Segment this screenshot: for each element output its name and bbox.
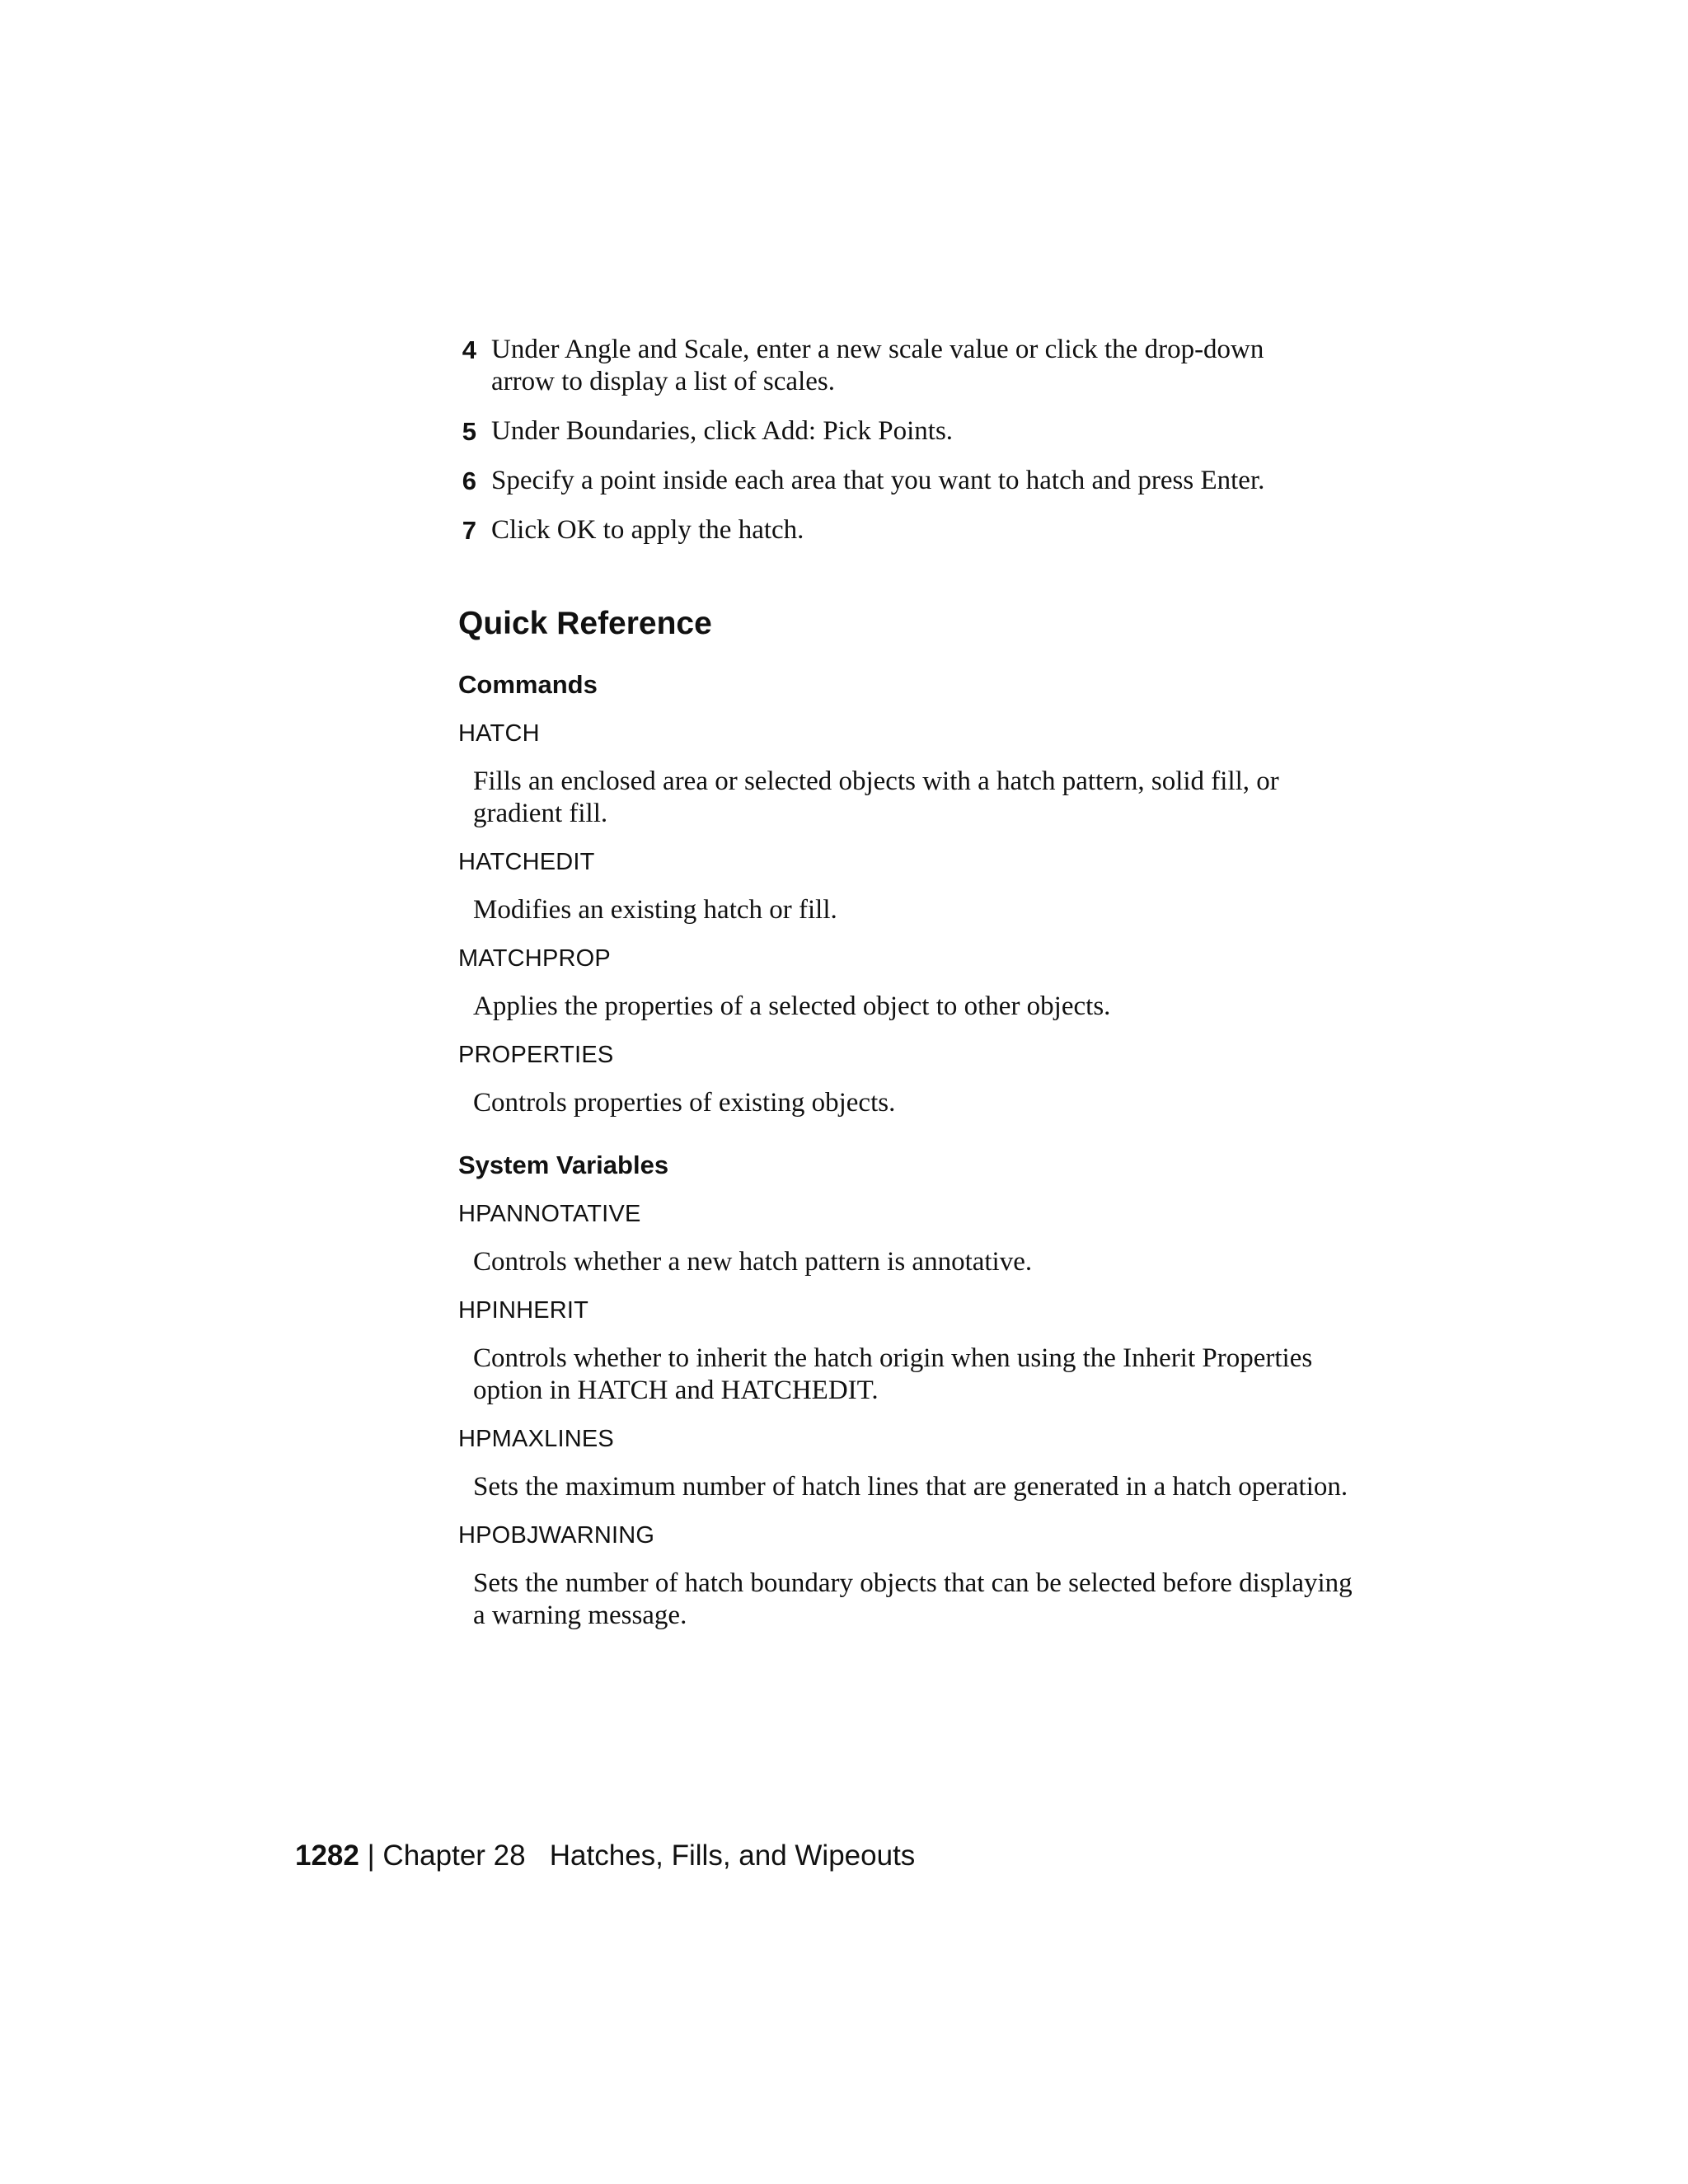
chapter-title: Hatches, Fills, and Wipeouts [549, 1840, 916, 1872]
step-item [458, 514, 1365, 546]
step-text: Under Angle and Scale, enter a new scale value or click the drop-down arrow to display a list of scales. [491, 335, 1264, 396]
step-item [458, 465, 1365, 497]
step-number: 4 [462, 335, 476, 364]
chapter-label: Chapter 28 [382, 1840, 526, 1872]
step-item [458, 415, 1365, 448]
commands-list [458, 718, 1365, 1119]
command-description: Applies the properties of a selected object to other objects. [473, 991, 1111, 1021]
system-variable-term: HPOBJWARNING [458, 1522, 655, 1549]
step-item [458, 334, 1365, 398]
command-term: HATCH [458, 720, 540, 747]
step-number: 7 [462, 516, 476, 545]
system-variable-description: Sets the number of hatch boundary objects that can be selected before displaying a warning message. [473, 1568, 1353, 1630]
step-text: Under Boundaries, click Add: Pick Points. [491, 416, 954, 446]
command-term: MATCHPROP [458, 945, 611, 972]
page-number: 1282 [295, 1840, 359, 1872]
step-number: 6 [462, 466, 476, 495]
step-text: Click OK to apply the hatch. [491, 515, 804, 545]
command-description: Fills an enclosed area or selected objects with a hatch pattern, solid fill, or gradient fill. [473, 766, 1279, 828]
command-term: PROPERTIES [458, 1042, 614, 1068]
command-term: HATCHEDIT [458, 849, 595, 875]
quick-reference-heading: Quick Reference [458, 606, 712, 641]
system-variable-term: HPANNOTATIVE [458, 1201, 641, 1227]
system-variable-term: HPINHERIT [458, 1297, 589, 1324]
footer-gap [526, 1840, 550, 1872]
step-text: Specify a point inside each area that you want to hatch and press Enter. [491, 466, 1265, 495]
footer-separator: | [359, 1840, 383, 1872]
system-variable-description: Controls whether to inherit the hatch origin when using the Inherit Properties option in HATCH and HATCHEDIT. [473, 1343, 1313, 1405]
system-variable-description: Sets the maximum number of hatch lines that are generated in a hatch operation. [473, 1472, 1348, 1502]
commands-heading: Commands [458, 670, 598, 699]
procedure-steps [458, 334, 1365, 546]
system-variable-description: Controls whether a new hatch pattern is annotative. [473, 1247, 1033, 1277]
page-content [458, 334, 1365, 1632]
system-variables-heading: System Variables [458, 1151, 669, 1179]
page-footer [295, 1838, 915, 1874]
command-description: Modifies an existing hatch or fill. [473, 895, 837, 925]
command-description: Controls properties of existing objects. [473, 1088, 896, 1118]
system-variables-list [458, 1198, 1365, 1632]
step-number: 5 [462, 417, 476, 446]
system-variable-term: HPMAXLINES [458, 1426, 614, 1452]
